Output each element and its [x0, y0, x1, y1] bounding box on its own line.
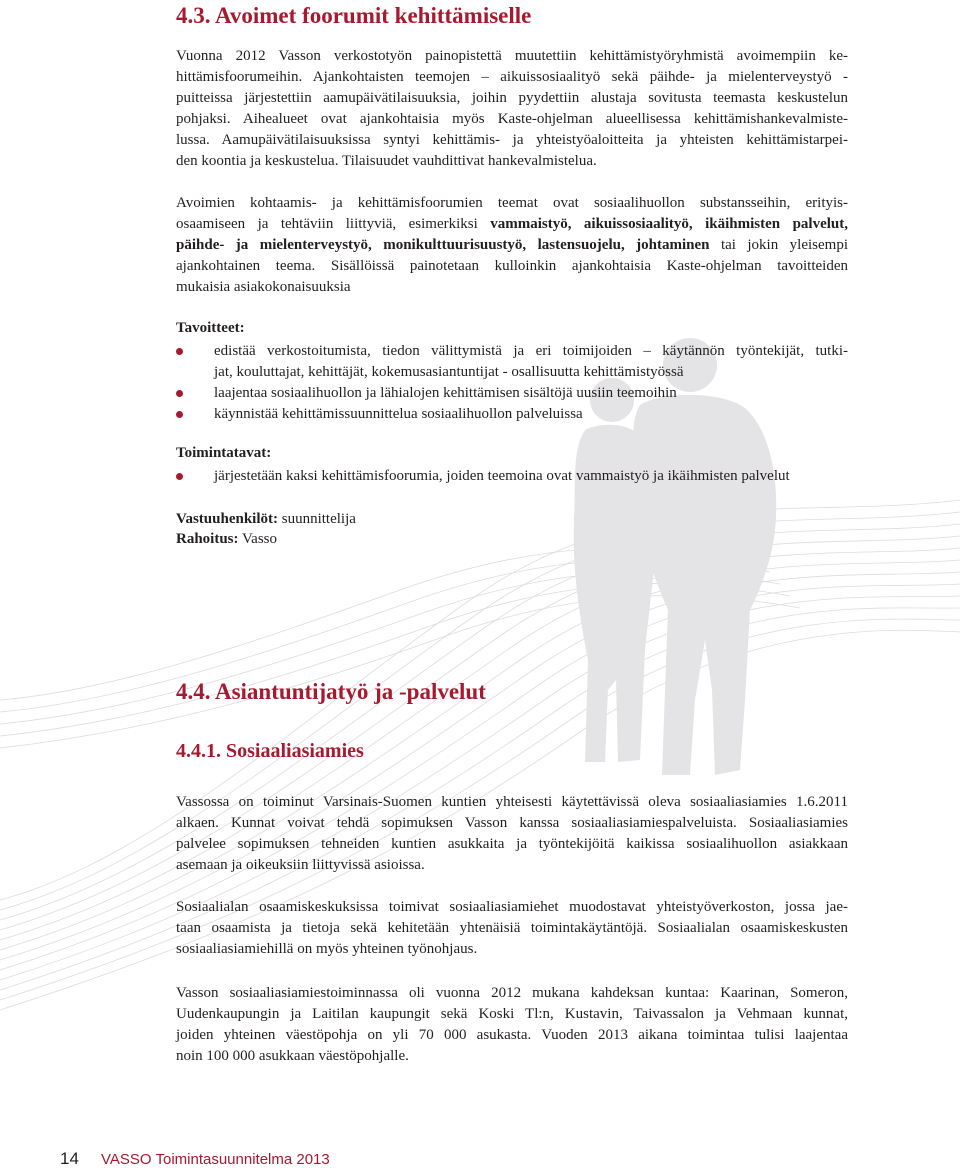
footer-document-title: VASSO Toimintasuunnitelma 2013	[101, 1151, 330, 1168]
text-run: osaamiseen ja tehtäviin liittyviä, esimerkiksi	[176, 216, 491, 232]
text-line	[176, 235, 848, 256]
text-line: taan osaamista ja tietoja sekä kehitetään yhtenäisiä toimintakäytäntöjä. Sosiaalialan osaamiskeskusten	[176, 920, 848, 936]
funding-value: Vasso	[238, 531, 277, 547]
funding-label: Rahoitus:	[176, 531, 239, 547]
bullet-icon	[176, 348, 183, 355]
list-item	[176, 341, 848, 383]
section-heading-4-3: 4.3. Avoimet foorumit kehittämiselle	[176, 3, 532, 28]
text-run: tai jokin yleisempi	[709, 237, 848, 253]
text-line: ajankohtainen teema. Sisällöissä painotetaan kulloinkin ajankohtaisia Kaste-ohjelman tavoitteiden	[176, 258, 848, 274]
text-line: asemaan ja oikeuksiin liittyvissä asioissa.	[176, 857, 425, 873]
bold-run: vammaistyö, aikuissosiaalityö, ikäihmisten palvelut,	[490, 216, 848, 232]
text-line: Vassossa on toiminut Varsinais-Suomen kuntien yhteisesti käytettävissä oleva sosiaaliasiamies 1.6.2011	[176, 794, 848, 810]
text-line: laajentaa sosiaalihuollon ja lähialojen kehittämisen sisältöjä uusiin teemoihin	[214, 385, 677, 401]
subsection-heading-4-4-1: 4.4.1. Sosiaaliasiamies	[176, 740, 364, 762]
bullet-icon	[176, 473, 183, 480]
methods-label: Toimintatavat:	[176, 445, 272, 461]
text-line: Vasson sosiaaliasiamiestoiminnassa oli vuonna 2012 mukana kahdeksan kuntaa: Kaarinan, Someron,	[176, 985, 848, 1001]
goals-list	[176, 341, 848, 425]
bold-run: päihde- ja mielenterveystyö, monikulttuurisuustyö, lastensuojelu, johtaminen	[176, 237, 710, 253]
text-line: Vuonna 2012 Vasson verkostotyön painopistettä muutettiin kehittämistyöryhmistä avoimempiin ke-	[176, 48, 848, 64]
text-line: sosiaaliasiamiehillä on myös yhteinen työnohjaus.	[176, 941, 478, 957]
list-item	[176, 383, 848, 404]
text-line: Sosiaalialan osaamiskeskuksissa toimivat sosiaaliasiamiehet muodostavat yhteistyöverkoston, jossa jae-	[176, 899, 848, 915]
bullet-icon	[176, 390, 183, 397]
methods-list	[176, 466, 848, 487]
text-line: jat, kouluttajat, kehittäjät, kokemusasiantuntijat - osallisuutta kehittämistyössä	[214, 364, 684, 380]
text-line: alkaen. Kunnat voivat tehdä sopimuksen Vasson kanssa sosiaaliasiamiespalveluista. Sosiaaliasiamies	[176, 815, 848, 831]
ombudsman-paragraph-3	[176, 983, 848, 1067]
forum-themes-paragraph	[176, 193, 848, 298]
responsible-row	[176, 509, 356, 530]
text-line: hittämisfoorumeihin. Ajankohtaisten teemojen – aikuissosiaalityö sekä päihde- ja mielenterveystyö -	[176, 69, 848, 85]
ombudsman-paragraph-1	[176, 792, 848, 876]
text-line: puitteissa järjestettiin aamupäivätilaisuuksia, joihin pyydettiin alustaja sovitusta teemasta keskustelun	[176, 90, 848, 106]
bullet-icon	[176, 411, 183, 418]
section-heading-4-4: 4.4. Asiantuntijatyö ja -palvelut	[176, 679, 486, 704]
funding-row	[176, 529, 277, 550]
text-line: käynnistää kehittämissuunnittelua sosiaalihuollon palveluissa	[214, 406, 583, 422]
text-line: den koontia ja keskustelua. Tilaisuudet vauhdittivat hankevalmistelua.	[176, 153, 597, 169]
responsible-value: suunnittelija	[277, 511, 356, 527]
ombudsman-paragraph-2	[176, 897, 848, 960]
text-line: noin 100 000 asukkaan väestöpohjalle.	[176, 1048, 409, 1064]
text-line: joiden yhteinen väestöpohja on yli 70 000 asukasta. Vuoden 2013 aikana toimintaa tulisi laajentaa	[176, 1027, 848, 1043]
text-line: palvelee sopimuksen tehneiden kuntien asukkaita ja työntekijöitä kaikissa sosiaalihuollon asiakkaan	[176, 836, 848, 852]
text-line: edistää verkostoitumista, tiedon välittymistä ja eri toimijoiden – käytännön työntekijät, tutki-	[214, 343, 848, 359]
goals-label: Tavoitteet:	[176, 320, 245, 336]
list-item	[176, 404, 848, 425]
text-line: mukaisia asiakokonaisuuksia	[176, 279, 351, 295]
list-item	[176, 466, 848, 487]
text-line: järjestetään kaksi kehittämisfoorumia, joiden teemoina ovat vammaistyö ja ikäihmisten palvelut	[214, 468, 790, 484]
text-line: Avoimien kohtaamis- ja kehittämisfoorumien teemat ovat sosiaalihuollon substansseihin, erityis-	[176, 195, 848, 211]
responsible-label: Vastuuhenkilöt:	[176, 511, 278, 527]
text-line: Uudenkaupungin ja Laitilan kaupungit sekä Koski Tl:n, Kustavin, Taivassalon ja Vehmaan kunnat,	[176, 1006, 848, 1022]
page-number: 14	[60, 1149, 79, 1168]
text-line	[176, 214, 848, 235]
text-line: pohjaksi. Aihealueet ovat ajankohtaisia myös Kaste-ohjelman alueellisessa kehittämishankevalmiste-	[176, 111, 848, 127]
intro-paragraph	[176, 46, 848, 172]
text-line: lussa. Aamupäivätilaisuuksissa syntyi kehittämis- ja yhteistyöaloitteita ja yhteisten kehittämistarpei-	[176, 132, 848, 148]
